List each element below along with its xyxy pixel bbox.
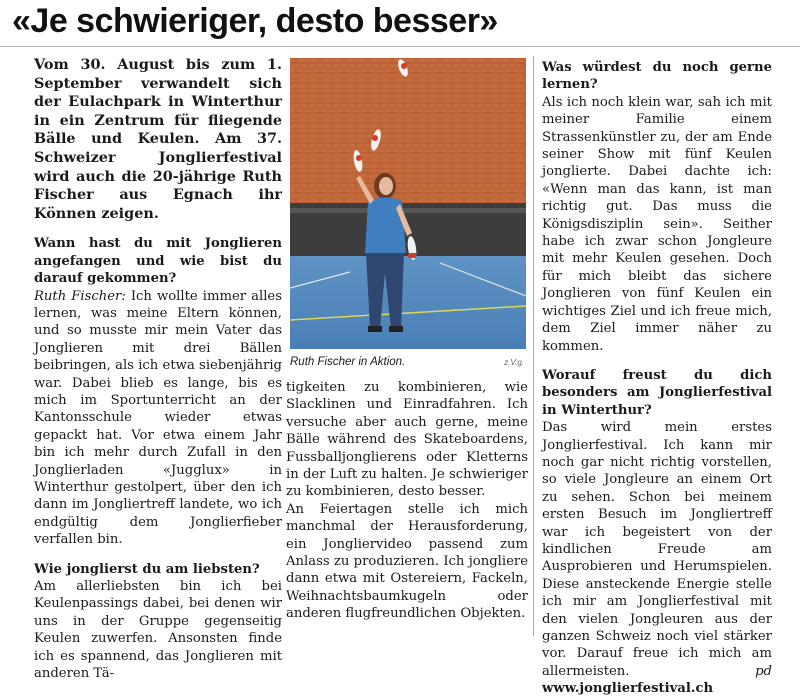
question-2: Wie jonglierst du am liebsten? <box>34 561 260 577</box>
answer-3: Als ich noch klein war, sah ich mit meiner Familie einem Strassenkünstler zu, der am Ende seiner Show mit fünf Keulen jonglierte. Dabei dachte ich: «Wenn man das kann, ist man richtig gut. Das muss die Königsdisziplin sein». Seither habe ich zwar schon Jongleure mit mehr Keulen gesehen. Doch für mich bleibt das sichere Jonglieren von fünf Keulen ein wichtiges Ziel und ich freue mich, dem Ziel immer näher zu kommen. <box>542 94 772 354</box>
answer-1 <box>34 288 282 549</box>
answer-2: Am allerliebsten bin ich bei Keulenpassings dabei, bei denen wir uns in der Gruppe gegenseitig Keulen zuwerfen. Ansonsten finde ich es spannend, das Jonglieren mit anderen Tä- <box>34 579 282 682</box>
answer-1-text: Ich wollte immer alles lernen, was meine Eltern können, und so musste mir mein Vater das Jonglieren mit drei Bällen beibringen, als ich etwa siebenjährig war. Dabei blieb es lange, bis es mich im Sportunterricht an der Kantonsschule wieder etwas gepackt hat. Vor etwa einem Jahr bin ich mehr durch Zufall in den Jonglierladen «Jugglux» in Winterthur gestolpert, über den ich dann im Jongliertreff landete, wo ich endgültig dem Jonglierfieber verfallen bin. <box>34 288 282 548</box>
caption-text: Ruth Fischer in Aktion. <box>290 356 406 368</box>
headline: «Je schwieriger, desto besser» <box>12 2 498 40</box>
column-1 <box>34 56 282 683</box>
photo-caption <box>290 356 526 368</box>
question-4: Worauf freust du dich besonders am Jonglierfestival in Winterthur? <box>542 367 772 418</box>
lead-paragraph: Vom 30. August bis zum 1. September verwandelt sich der Eulachpark in Winterthur in ein Zentrum für fliegende Bälle und Keulen. Am 37. Schweizer Jonglierfestival wird auch die 20-jährige Ruth Fischer aus Egnach ihr Können zeigen. <box>34 56 282 222</box>
answer-4 <box>542 419 772 680</box>
juggler-illustration <box>290 58 526 349</box>
column-divider <box>533 56 534 636</box>
answer-2-paragraph-2: An Feiertagen stelle ich mich manchmal der Herausforderung, ein Jongliervideo passend zum Anlass zu produzieren. Ich jongliere dann etwa mit Ostereiern, Fackeln, Weihnachtsbaumkugeln oder anderen flugfreundlichen Objekten. <box>286 501 528 622</box>
answer-4-text: Das wird mein erstes Jonglierfestival. Ich kann mir noch gar nicht richtig vorstellen, so viele Jongleure an einem Ort zu sehen. Schon bei meinem ersten Besuch im Jongliertreff war ich begeistert von der kindlichen Freude am Ausprobieren und Herumspielen. Diese ansteckende Energie stelle ich mir am Jonglierfestival mit den vielen Jongleuren aus der ganzen Schweiz noch viel stärker vor. Darauf freue ich mich am allermeisten. <box>542 420 772 679</box>
question-1: Wann hast du mit Jonglieren angefangen und wie bist du darauf gekommen? <box>34 236 282 287</box>
column-3 <box>542 59 772 698</box>
author-signature: pd <box>755 663 772 679</box>
top-rule <box>0 46 800 47</box>
festival-url[interactable]: www.jonglierfestival.ch <box>542 681 714 697</box>
speaker-name: Ruth Fischer: <box>34 288 126 304</box>
juggler-photo <box>290 58 526 349</box>
photo-credit: z.V.g. <box>504 358 524 367</box>
answer-2-continued: tigkeiten zu kombinieren, wie Slacklinen und Einradfahren. Ich versuche aber auch gerne, meine Bälle während des Skateboardens, Fussballjonglierens oder Kletterns in der Luft zu halten. Je schwieriger zu kombinieren, desto besser. <box>286 380 528 500</box>
column-2 <box>286 379 528 623</box>
question-3: Was würdest du noch gerne lernen? <box>542 60 772 93</box>
